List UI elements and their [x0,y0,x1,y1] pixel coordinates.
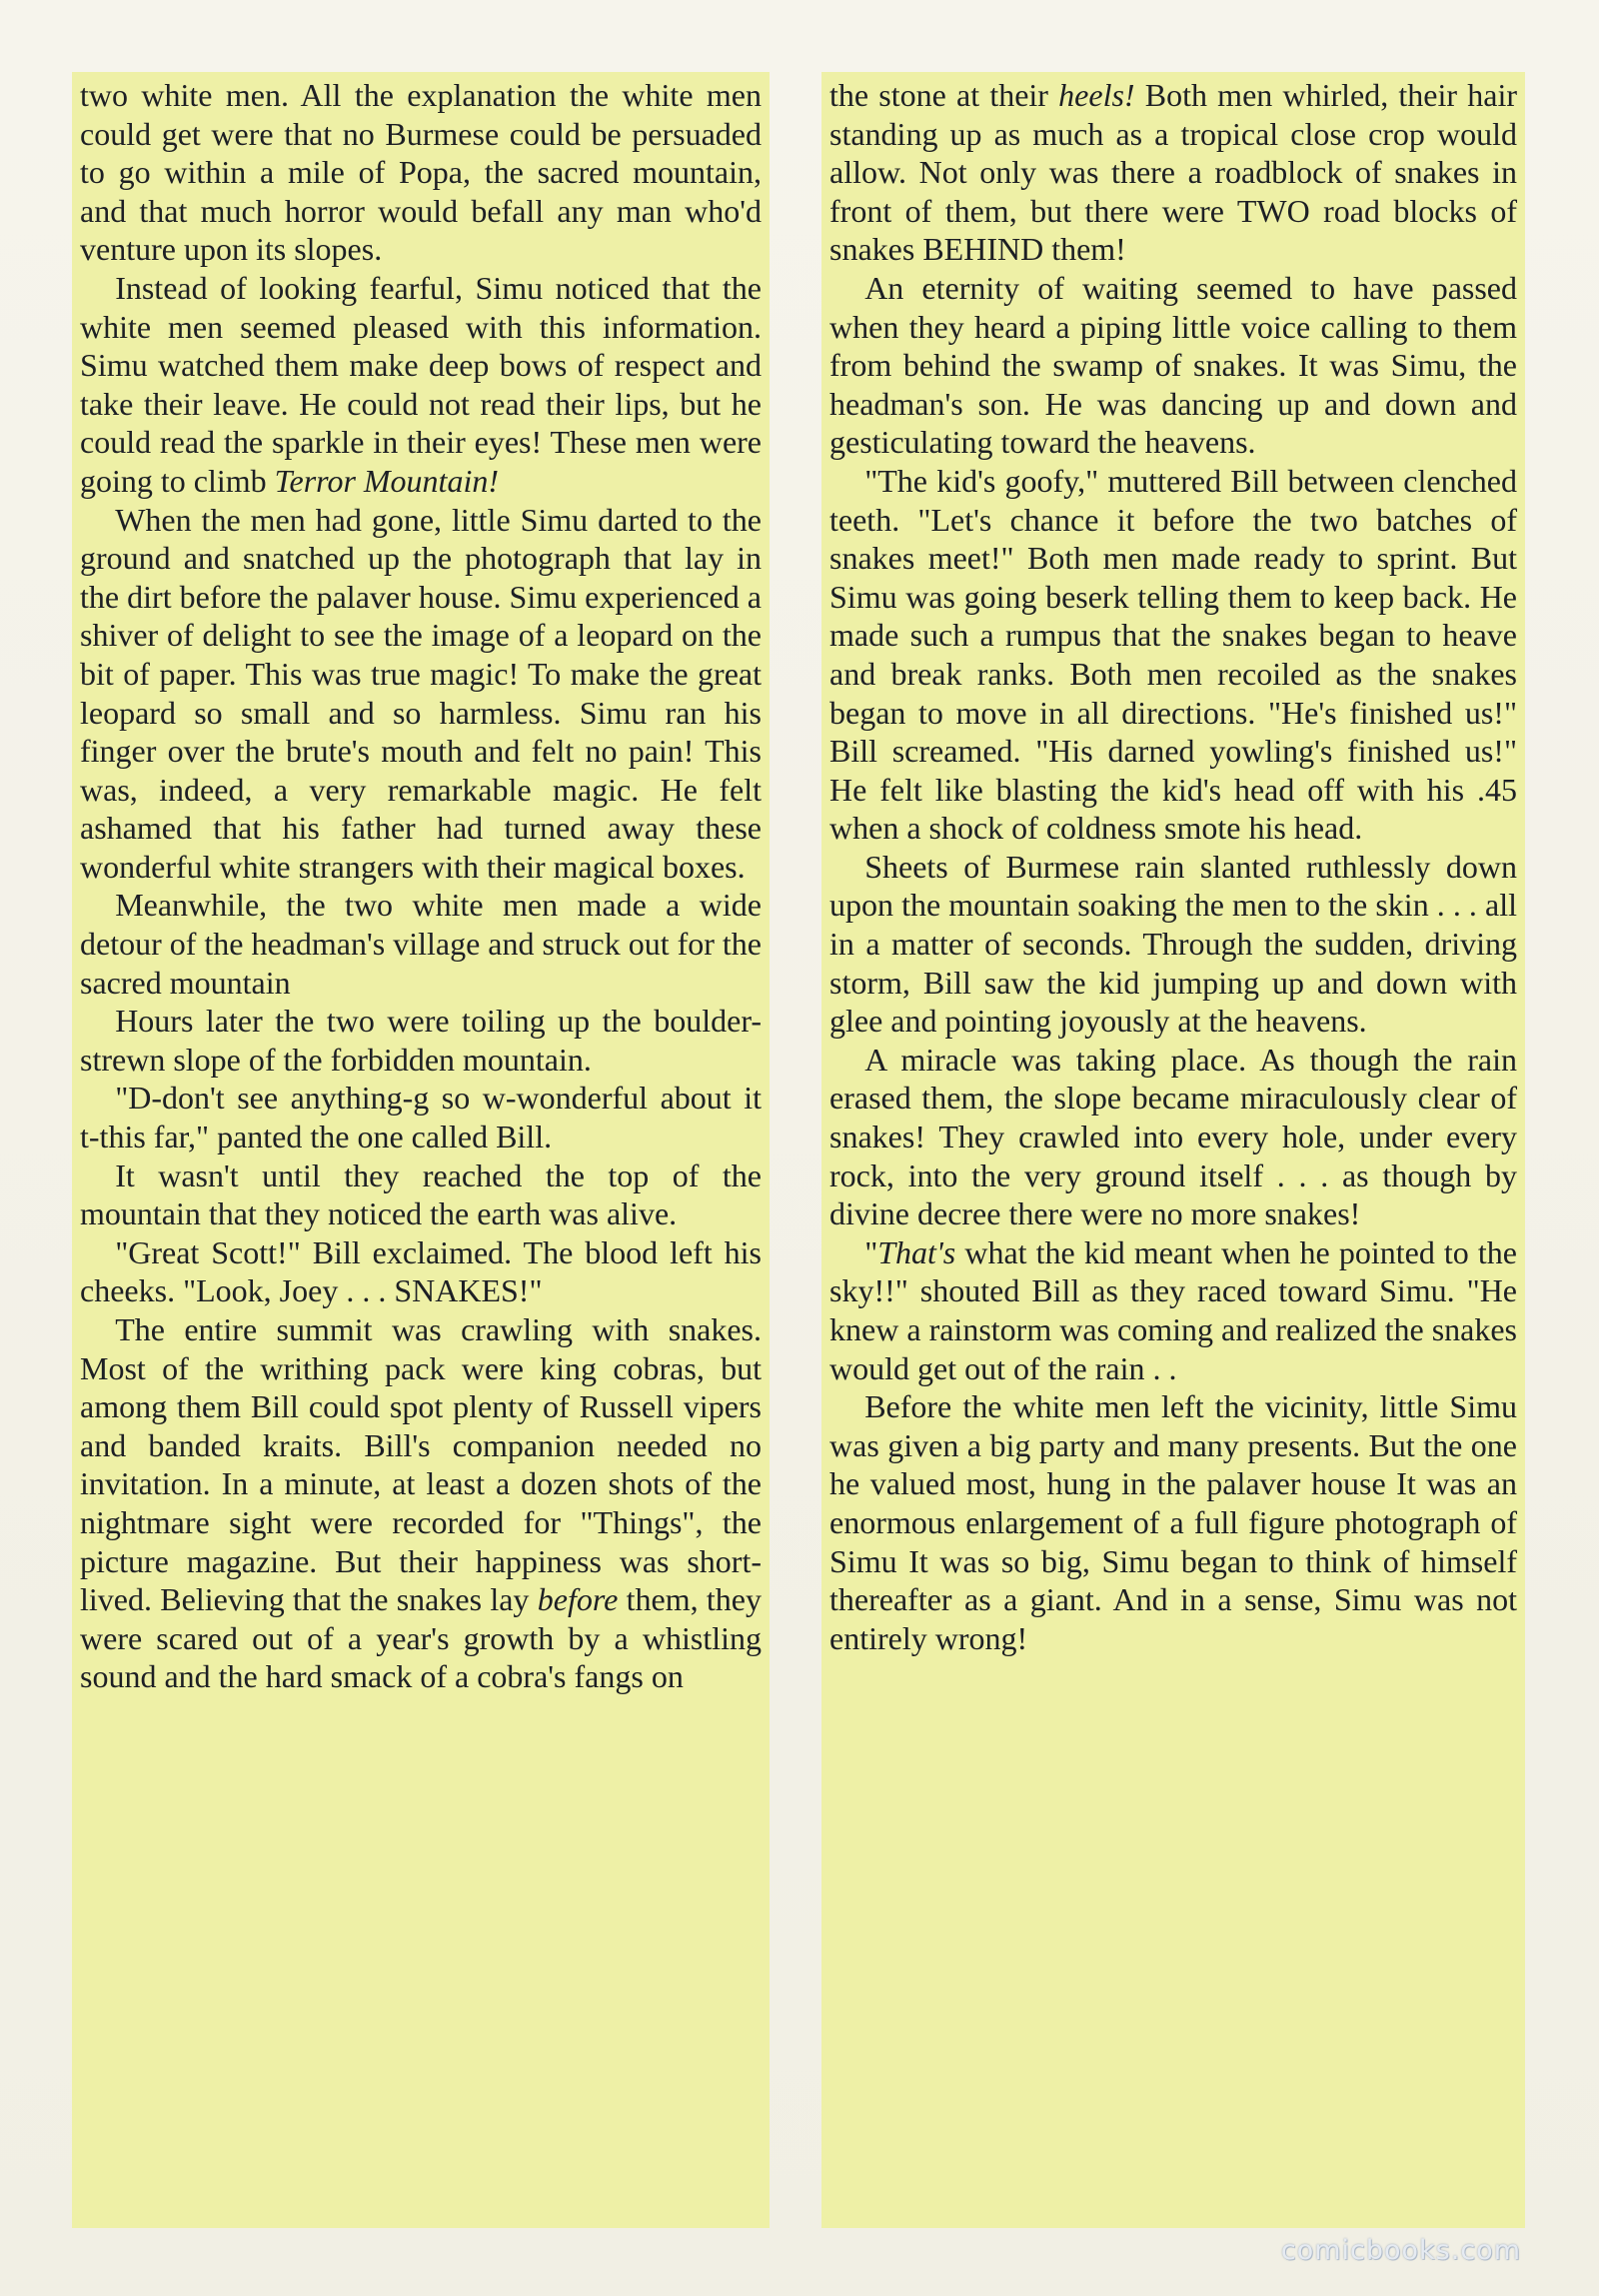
paragraph [80,1310,762,1696]
paragraph-text: An eternity of waiting seemed to have passed when they heard a piping little voice calling to them from behind the swamp of snakes. It was Simu, the headman's son. He was dancing up and down and gesticulating toward the heavens. [829,269,1517,461]
emphasis-text: before [537,1581,619,1618]
paragraph [829,462,1517,848]
paragraph [80,501,762,887]
paragraph-text: Instead of looking fearful, Simu noticed that the white men seemed pleased with this information. Simu watched them make deep bows of respect and take their leave. He could not read their lips, but he could read the sparkle in their eyes! These men were going to climb [80,269,762,499]
paragraph-text: Sheets of Burmese rain slanted ruthlessly down upon the mountain soaking the men to the skin . . . all in a matter of seconds. Through the sudden, driving storm, Bill saw the kid jumping up and down with glee and pointing joyously at the heavens. [829,848,1517,1040]
paragraph-text: The entire summit was crawling with snakes. Most of the writhing pack were king cobras, but among them Bill could spot plenty of Russell vipers and banded kraits. Bill's companion needed no invitation. In a minute, at least a dozen shots of the nightmare sight were recorded for "Things", the picture magazine. But their happiness was short-lived. Believing that the snakes lay [80,1311,762,1618]
paragraph [829,848,1517,1041]
paragraph [80,76,762,269]
paragraph [80,269,762,501]
paragraph-text: what the kid meant when he pointed to the sky!!" shouted Bill as they raced toward Simu. "He knew a rainstorm was coming and realized the snakes would get out of the rain . . [829,1233,1517,1386]
paragraph-text: Both men whirled, their hair standing up as much as a tropical close crop would allow. Not only was there a roadblock of snakes in front of them, but there were TWO road blocks of snakes BEHIND them! [829,77,1518,268]
paragraph-text: the stone at their [829,77,1059,113]
paragraph [829,1387,1517,1657]
paragraph [829,1041,1517,1233]
paragraph-text: "The kid's goofy," muttered Bill between clenched teeth. "Let's chance it before the two batches of snakes meet!" Both men made ready to sprint. But Simu was going beserk telling them to keep back. He made such a rumpus that the snakes began to heave and break ranks. Both men recoiled as the snakes began to move in all directions. "He's finished us!" Bill screamed. "His darned yowling's finished us!" He felt like blasting the kid's head off with his .45 when a shock of coldness smote his head. [829,462,1517,847]
paragraph [829,1233,1517,1387]
paragraph [80,1002,762,1079]
text-column-right [821,72,1525,2228]
paragraph [829,76,1517,269]
paragraph [80,1233,762,1310]
paragraph-text: "Great Scott!" Bill exclaimed. The blood left his cheeks. "Look, Joey . . . SNAKES!" [80,1233,762,1309]
emphasis-text: That's [877,1233,956,1270]
text-column-left [72,72,770,2228]
paragraph-text: Meanwhile, the two white men made a wide detour of the headman's village and struck out for the sacred mountain [80,887,762,1001]
paragraph-text: It wasn't until they reached the top of the mountain that they noticed the earth was alive. [80,1156,762,1232]
emphasis-text: Terror Mountain! [274,462,499,499]
paragraph-text: " [864,1233,878,1270]
paragraph-text: them, they were scared out of a year's growth by a whistling sound and the hard smack of a cobra's fangs on [80,1581,763,1695]
paragraph-text: A miracle was taking place. As though the rain erased them, the slope became miraculously clear of snakes! They crawled into every hole, under every rock, into the very ground itself . . . as though by divine decree there were no more snakes! [829,1041,1517,1232]
watermark-text: comicbooks.com [1280,2235,1521,2266]
paragraph-text: two white men. All the explanation the white men could get were that no Burmese could be persuaded to go within a mile of Popa, the sacred mountain, and that much horror would befall any man who'd venture upon its slopes. [80,77,762,268]
paragraph [80,1079,762,1155]
paragraph-text: When the men had gone, little Simu darted to the ground and snatched up the photograph that lay in the dirt before the palaver house. Simu experienced a shiver of delight to see the image of a leopard on the bit of paper. This was true magic! To make the great leopard so small and so harmless. Simu ran his finger over the brute's mouth and felt no pain! This was, indeed, a very remarkable magic. He felt ashamed that his father had turned away these wonderful white strangers with their magical boxes. [80,501,762,885]
paragraph-text: Before the white men left the vicinity, little Simu was given a big party and many presents. But the one he valued most, hung in the palaver house It was an enormous enlargement of a full figure photograph of Simu It was so big, Simu began to think of himself thereafter as a giant. And in a sense, Simu was not entirely wrong! [829,1388,1517,1656]
paragraph [80,886,762,1002]
paragraph-text: "D-don't see anything-g so w-wonderful about it t-this far," panted the one called Bill. [80,1080,762,1155]
paragraph-text: Hours later the two were toiling up the boulder-strewn slope of the forbidden mountain. [80,1003,762,1078]
paragraph [80,1156,762,1233]
emphasis-text: heels! [1058,77,1135,113]
paragraph [829,269,1517,462]
